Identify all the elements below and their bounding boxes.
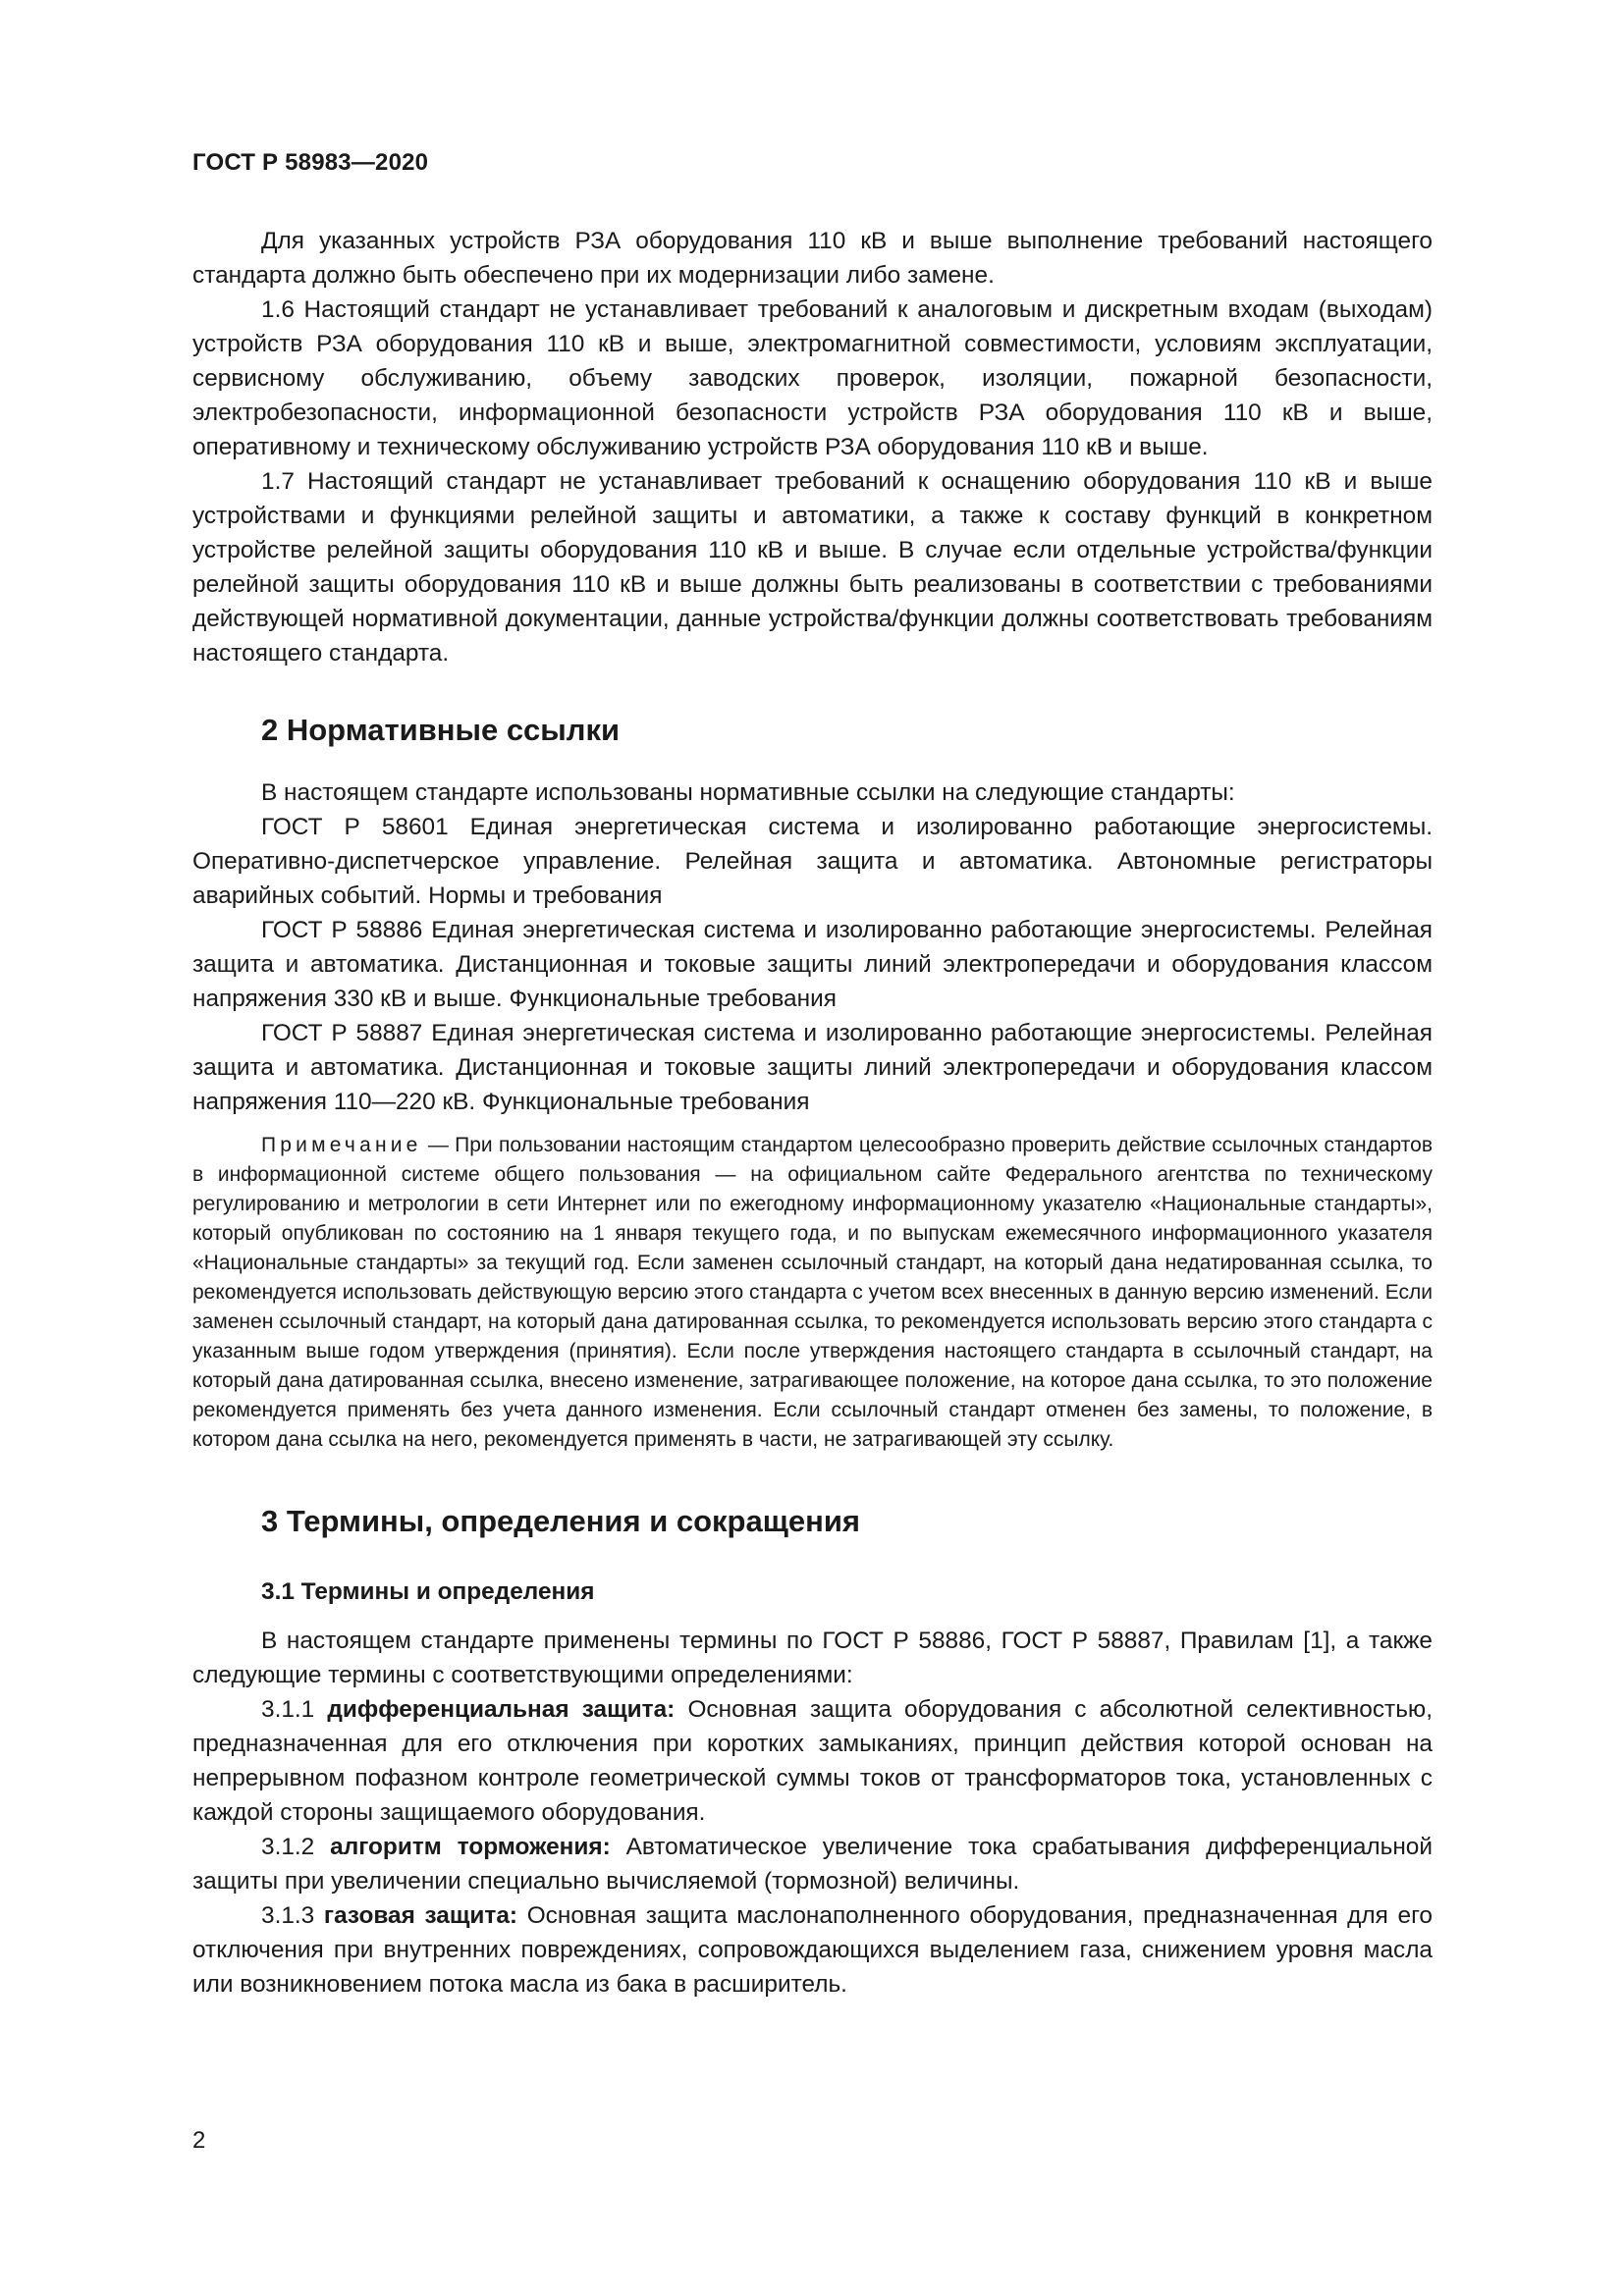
note-text: — При пользовании настоящим стандартом целесообразно проверить действие ссылочных стандартов в информационной системе общего пользования — на официальном сайте Федерального агентства по техническому регулированию и метрологии в сети Интернет или по ежегодному информационному указателю «Национальные стандарты», который опубликован по состоянию на 1 января текущего года, и по выпускам ежемесячного информационного указателя «Национальные стандарты» за текущий год. Если заменен ссылочный стандарт, на который дана недатированная ссылка, то рекомендуется использовать действующую версию этого стандарта с учетом всех внесенных в данную версию изменений. Если заменен ссылочный стандарт, на который дана датированная ссылка, то рекомендуется использовать версию этого стандарта с указанным выше годом утверждения (принятия). Если после утверждения настоящего стандарта в ссылочный стандарт, на который дана датированная ссылка, внесено изменение, затрагивающее положение, на которое дана ссылка, то это положение рекомендуется применять без учета данного изменения. Если ссылочный стандарт отменен без замены, то положение, в котором дана ссылка на него, рекомендуется применять в части, не затрагивающей эту ссылку. [192,1134,1433,1451]
subsection-3-1-title: 3.1 Термины и определения [261,1578,595,1605]
term-definition [192,1692,1433,1830]
term-name: газовая защита: [323,1902,518,1929]
normative-reference: ГОСТ Р 58887 Единая энергетическая система и изолированно работающие энергосистемы. Релейная защита и автоматика. Дистанционная и токовые защиты линий электропередачи и оборудования классом напряжения 110—220 кВ. Функциональные требования [192,1020,1433,1115]
term-number: 3.1.2 [261,1834,331,1860]
section-3-intro: В настоящем стандарте применены термины по ГОСТ Р 58886, ГОСТ Р 58887, Правилам [1], а также следующие термины с соответствующими определениями: [192,1628,1433,1688]
document-body [192,224,1433,2002]
intro-paragraph-3: 1.7 Настоящий стандарт не устанавливает требований к оснащению оборудования 110 кВ и выше устройствами и функциями релейной защиты и автоматики, а также к составу функций в конкретном устройстве релейной защиты оборудования 110 кВ и выше. В случае если отдельные устройства/функции релейной защиты оборудования 110 кВ и выше должны быть реализованы в соответствии с требованиями действующей нормативной документации, данные устройства/функции должны соответствовать требованиям настоящего стандарта. [192,468,1433,667]
term-definition [192,1830,1433,1898]
intro-paragraph-2: 1.6 Настоящий стандарт не устанавливает требований к аналоговым и дискретным входам (выходам) устройств РЗА оборудования 110 кВ и выше, электромагнитной совместимости, условиям эксплуатации, сервисному обслуживанию, объему заводских проверок, изоляции, пожарной безопасности, электробезопасности, информационной безопасности устройств РЗА оборудования 110 кВ и выше, оперативному и техническому обслуживанию устройств РЗА оборудования 110 кВ и выше. [192,296,1433,460]
term-name: алгоритм торможения: [330,1834,611,1860]
note-label: Примечание [261,1134,422,1156]
section-3-title: 3 Термины, определения и сокращения [261,1504,860,1538]
term-number: 3.1.1 [261,1696,328,1723]
normative-reference: ГОСТ Р 58601 Единая энергетическая система и изолированно работающие энергосистемы. Оперативно-диспетчерское управление. Релейная защита и автоматика. Автономные регистраторы аварийных событий. Нормы и требования [192,814,1433,909]
term-text: Основная защита оборудования с абсолютной селективностью, предназначенная для его отключения при коротких замыканиях, принцип действия которой основан на непрерывном пофазном контроле геометрической суммы токов от трансформаторов тока, установленных с каждой стороны защищаемого оборудования. [192,1696,1433,1826]
intro-paragraph-1: Для указанных устройств РЗА оборудования 110 кВ и выше выполнение требований настоящего стандарта должно быть обеспечено при их модернизации либо замене. [192,228,1433,289]
document-header: ГОСТ Р 58983—2020 [192,149,429,176]
term-text: Автоматическое увеличение тока срабатывания дифференциальной защиты при увеличении специально вычисляемой (тормозной) величины. [192,1834,1433,1895]
term-number: 3.1.3 [261,1902,324,1929]
term-text: Основная защита маслонаполненного оборудования, предназначенная для его отключения при внутренних повреждениях, сопровождающихся выделением газа, снижением уровня масла или возникновением потока масла из бака в расширитель. [192,1902,1433,1998]
note-paragraph [192,1131,1433,1455]
normative-reference: ГОСТ Р 58886 Единая энергетическая система и изолированно работающие энергосистемы. Релейная защита и автоматика. Дистанционная и токовые защиты линий электропередачи и оборудования классом напряжения 330 кВ и выше. Функциональные требования [192,917,1433,1012]
section-2-intro: В настоящем стандарте использованы нормативные ссылки на следующие стандарты: [261,779,1235,806]
section-2-title: 2 Нормативные ссылки [261,713,621,747]
term-name: дифференциальная защита: [327,1696,676,1723]
term-definition [192,1898,1433,2002]
page-number: 2 [192,2127,206,2154]
